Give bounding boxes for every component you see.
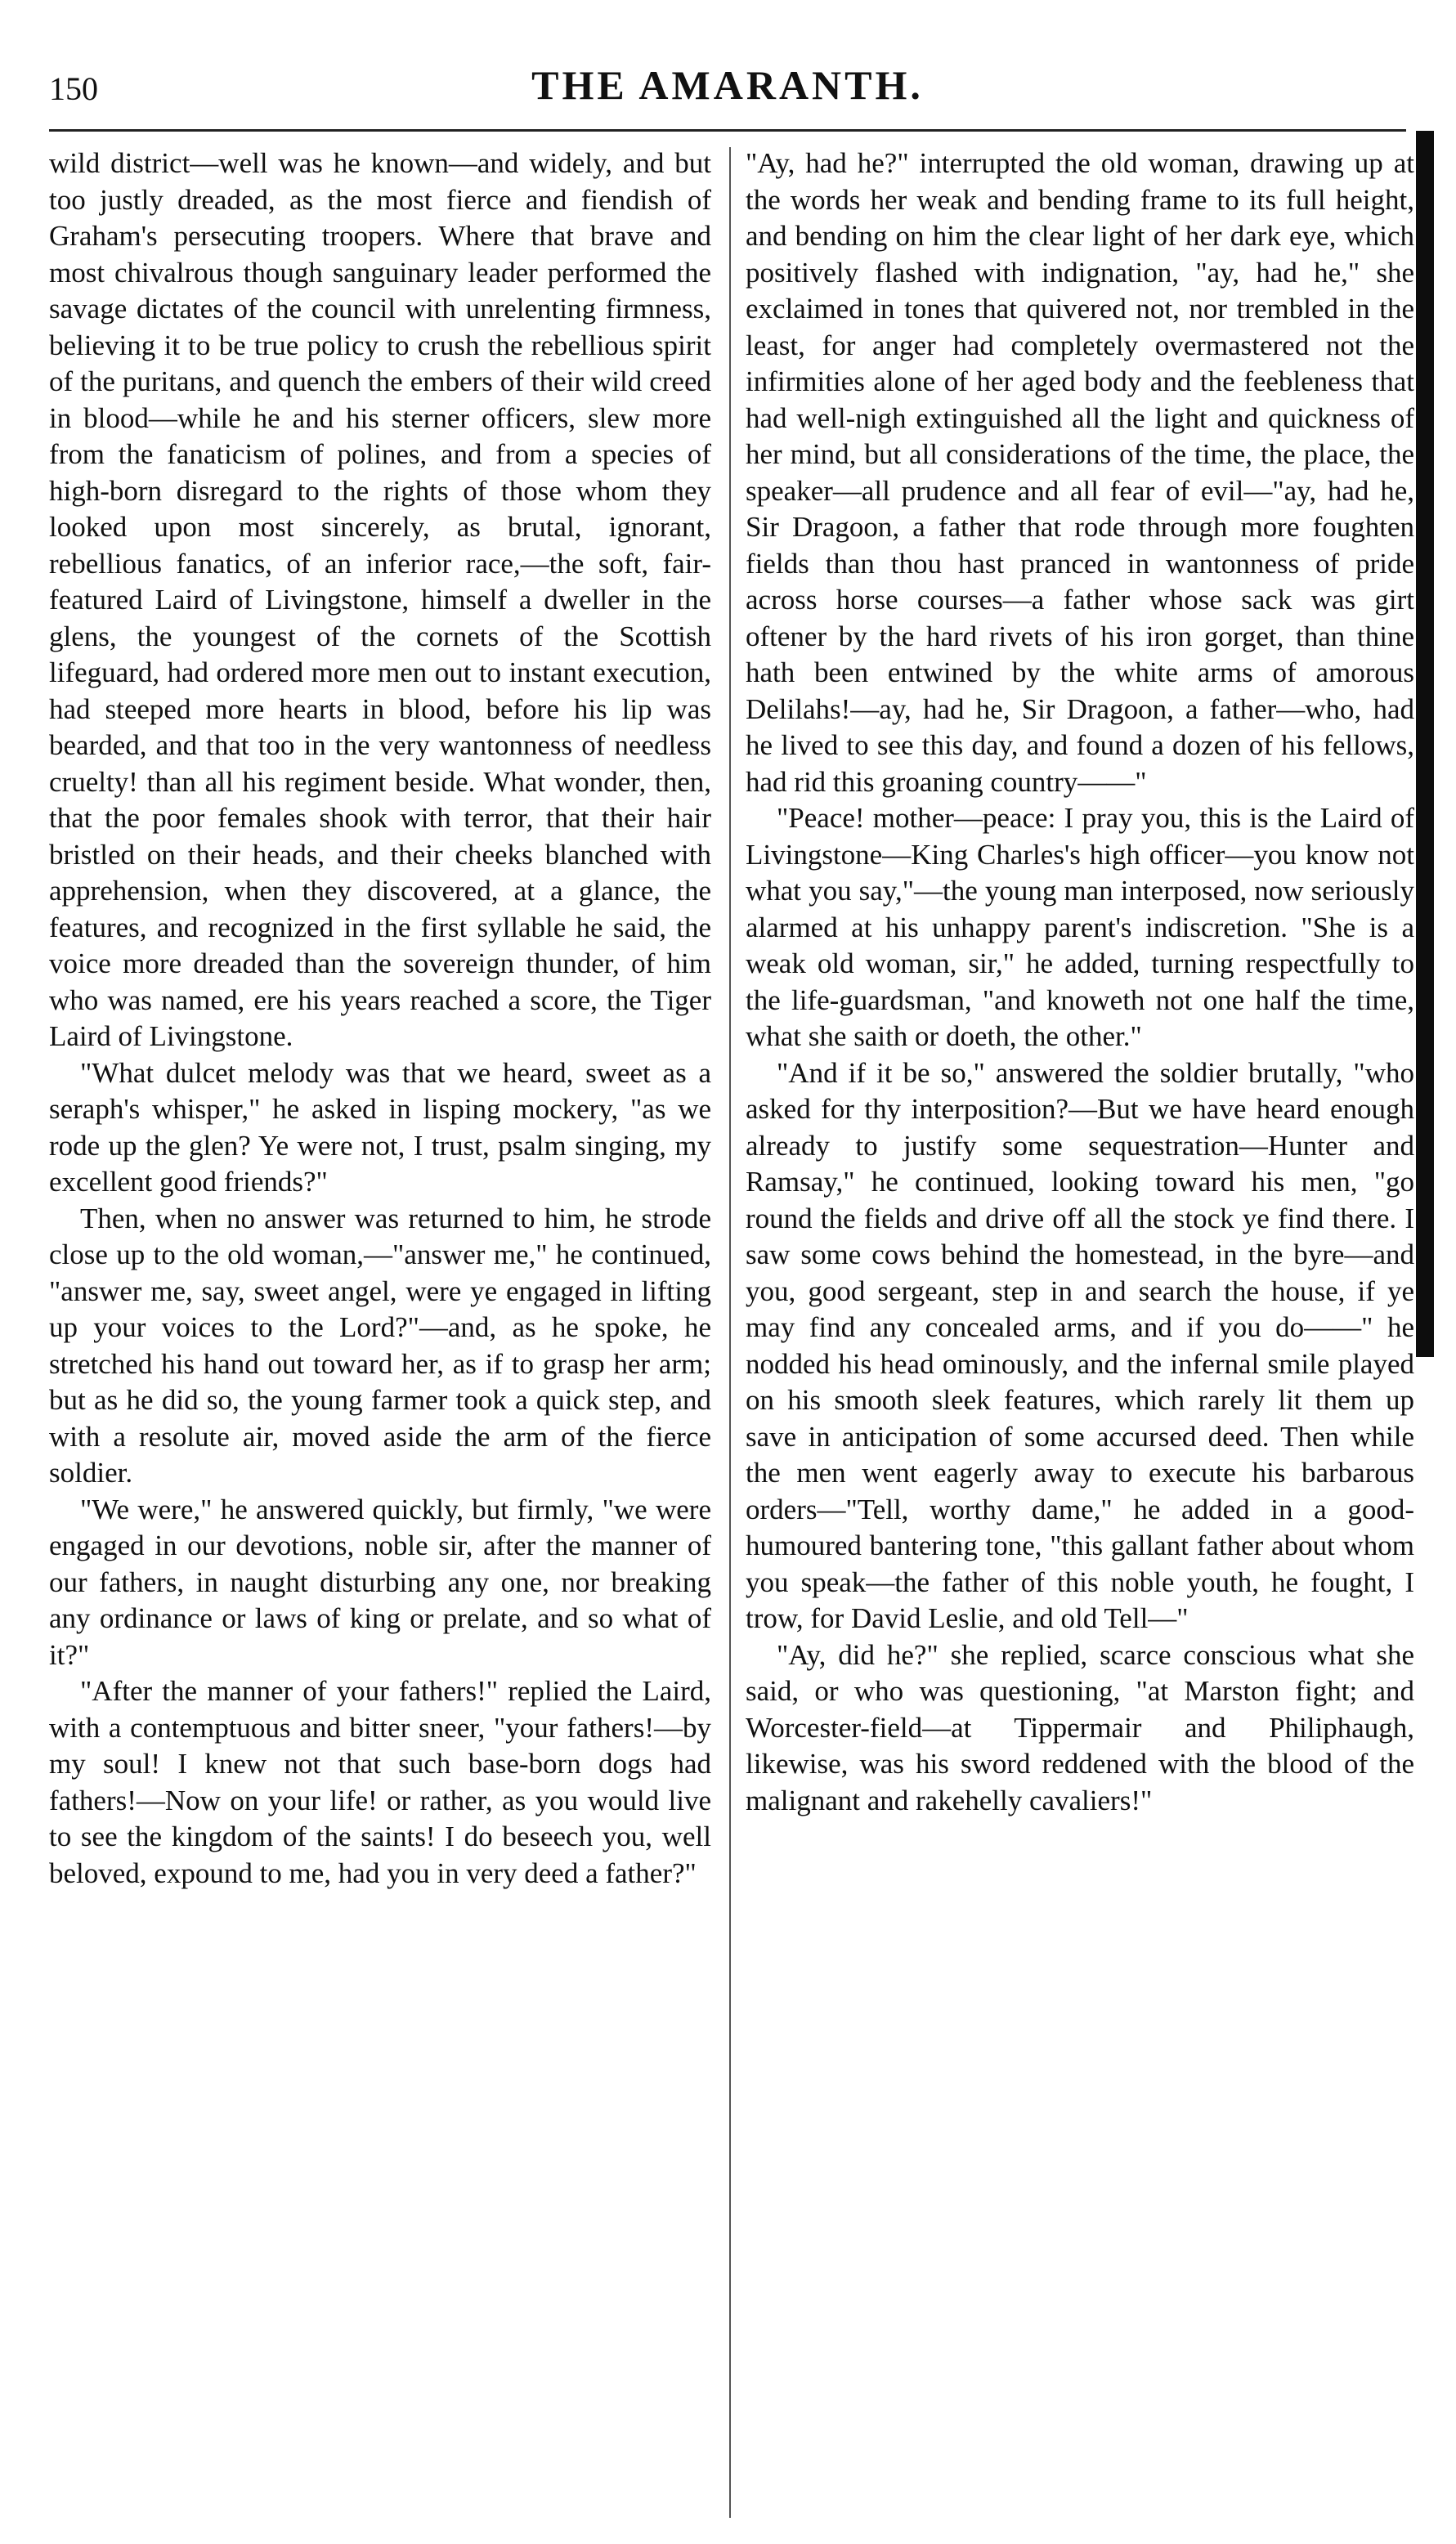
page-number: 150 [49,70,98,107]
page-header [49,61,1406,127]
paragraph: Then, when no answer was returned to him, he strode close up to the old woman,—"answer me," he continued, "answer me, say, sweet angel, were ye engaged in lifting up your voices to the Lord?"—and, as he spoke, he stretched his hand out toward her, as if to grasp her arm; but as he did so, the young farmer took a quick step, and with a resolute air, moved aside the arm of the fierce soldier. [49,1202,711,1489]
journal-title: THE AMARANTH. [531,62,924,108]
paragraph: wild district—well was he known—and widely, and but too justly dreaded, as the most fierce and fiendish of Graham's persecuting troopers. Where that brave and most chivalrous though sanguinary leader performed the savage dictates of the council with unrelenting firmness, believing it to be true policy to crush the rebellious spirit of the puritans, and quench the embers of their wild creed in blood—while he and his sterner officers, slew more from the fanaticism of polines, and from a species of high-born disregard to the rights of those whom they looked upon most sincerely, as brutal, ignorant, rebellious fanatics, of an inferior race,—the soft, fair-featured Laird of Livingstone, himself a dweller in the glens, the youngest of the cornets of the Scottish lifeguard, had ordered more men out to instant execution, had steeped more hearts in blood, before his lip was bearded, and that too in the very wantonness of needless cruelty! than all his regiment beside. What wonder, then, that the poor females shook with terror, that their hair bristled on their heads, and their cheeks blanched with apprehension, when they discovered, at a glance, the features, and recognized in the first syllable he said, the voice more dreaded than the sovereign thunder, of him who was named, ere his years reached a score, the Tiger Laird of Livingstone. [49,147,711,1052]
paragraph: "Peace! mother—peace: I pray you, this is the Laird of Livingstone—King Charles's high officer—you know not what you say,"—the young man interposed, now seriously alarmed at his unhappy parent's indiscretion. "She is a weak old woman, sir," he added, turning respectfully to the life-guardsman, "and knoweth not one half the time, what she saith or doeth, the other." [746,802,1414,1052]
column-divider [729,147,731,2518]
paragraph: "Ay, had he?" interrupted the old woman, drawing up at the words her weak and bending frame to its full height, and bending on him the clear light of her dark eye, which positively flashed with indignation, "ay, had he," she exclaimed in tones that quivered not, nor trembled in the least, for anger had completely overmastered not the infirmities alone of her aged body and the feebleness that had well-nigh extinguished all the light and quickness of her mind, but all considerations of the time, the place, the speaker—all prudence and all fear of evil—"ay, had he, Sir Dragoon, a father that rode through more foughten fields than thou hast pranced in wantonness of pride across horse courses—a father whose sack was girt oftener by the hard rivets of his iron gorget, than thine hath been entwined by the white arms of amorous Delilahs!—ay, had he, Sir Dragoon, a father—who, had he lived to see this day, and found a dozen of his fellows, had rid this groaning country——" [746,147,1414,798]
paragraph: "We were," he answered quickly, but firmly, "we were engaged in our devotions, noble sir, after the manner of our fathers, in naught disturbing any one, nor breaking any ordinance or laws of king or prelate, and so what of it?" [49,1493,711,1671]
paragraph: "And if it be so," answered the soldier brutally, "who asked for thy interposition?—But we have heard enough already to justify some sequestration—Hunter and Ramsay," he continued, looking toward his men, "go round the fields and drive off all the stock ye find there. I saw some cows behind the homestead, in the byre—and you, good sergeant, step in and search the house, if ye may find any concealed arms, and if you do——" he nodded his head ominously, and the infernal smile played on his smooth sleek features, which rarely lit them up save in anticipation of some accursed deed. Then while the men went eagerly away to execute his barbarous orders—"Tell, worthy dame," he added in a good-humoured bantering tone, "this gallant father about whom you speak—the father of this noble youth, he fought, I trow, for David Leslie, and old Tell—" [746,1056,1414,1634]
right-column [746,146,1414,2516]
scan-edge-shadow [1416,131,1434,1357]
header-rule [49,129,1406,132]
paragraph: "After the manner of your fathers!" replied the Laird, with a contemptuous and bitter sneer, "your fathers!—by my soul! I knew not that such base-born dogs had fathers!—Now on your life! or rather, as you would live to see the kingdom of the saints! I do beseech you, well beloved, expound to me, had you in very deed a father?" [49,1675,711,1889]
left-column [49,146,711,2516]
paragraph: "Ay, did he?" she replied, scarce conscious what she said, or who was questioning, "at Marston fight; and Worcester-field—at Tippermair and Philiphaugh, likewise, was his sword reddened with the blood of the malignant and rakehelly cavaliers!" [746,1638,1414,1816]
paragraph: "What dulcet melody was that we heard, sweet as a seraph's whisper," he asked in lisping mockery, "as we rode up the glen? Ye were not, I trust, psalm singing, my excellent good friends?" [49,1056,711,1198]
